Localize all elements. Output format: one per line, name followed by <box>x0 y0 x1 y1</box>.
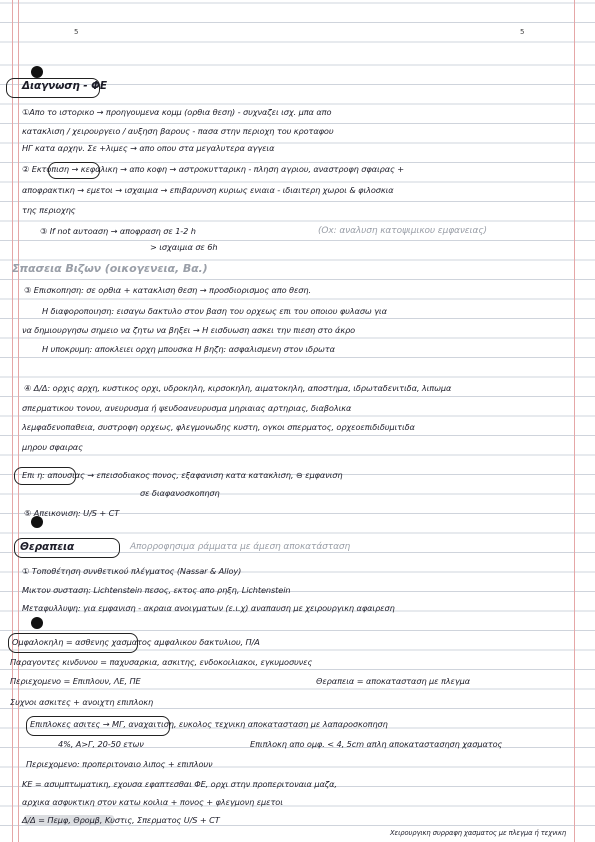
text-line: Επι η: απουσιας → επεισοδιακος πονος, εξαφανιση κατα κατακλιση, ⊖ εμφανιση <box>22 470 343 480</box>
heading-umbilical-hernia: Ομφαλοκηλη = ασθενης χασματος αμφαλικου δακτυλιου, Π/Α <box>12 637 260 647</box>
text-line: Η διαφοροποιηση: εισαγω δακτυλο στον βαση του ορχεως επι του οποιου φυλασω για <box>42 306 387 316</box>
text-line: ③ Επισκοπηση: σε ορθια + κατακλιση θεση → προσδιορισμος απο θεση. <box>24 285 311 295</box>
faint-note: (Ox: αναλυση κατοψιμικου εμφανειας) <box>318 226 487 236</box>
right-margin-line <box>574 0 575 842</box>
text-line: μηρου σφαιρας <box>22 442 83 452</box>
text-line: λεμφαδενοπαθεια, συστροφη ορχεως, φλεγμονωδης κυστη, ογκοι σπερματος, ορχεοεπιδιδυμιτιδα <box>22 422 415 432</box>
text-line: ΗΓ κατα αρχην. Σε +λιμες → απο οπου στα μεγαλυτερα αγγεια <box>22 143 275 153</box>
text-line: ② Εκτοπιση → κεφαλικη → απο κοφη → αστροκυτταρικη - πληση αγριου, αναστροφη σφαιρας + <box>22 164 404 174</box>
faint-note: Απορροφησιμα ράμματα με άμεση αποκατάσταση <box>130 542 351 552</box>
text-line: Συχνοι ασκιτες + ανοιχτη επιπλοκη <box>10 697 154 707</box>
text-line: Επιπλοκη απο ομφ. < 4, 5cm απλη αποκαταστασηση χασματος <box>250 739 503 749</box>
text-line: 4%, Α>Γ, 20-50 ετων <box>58 739 144 749</box>
heading-therapy: Θεραπεια <box>20 541 75 553</box>
text-line: Η υποκρυμη: αποκλειει ορχη μπουσκα Η βηζη: ασφαλισμενη στον ιδρωτα <box>42 344 335 354</box>
left-margin-line-2 <box>18 0 19 842</box>
page-number-left: 5 <box>74 28 79 36</box>
heading-inguinal-hernia: Σπασεια Βιζων (οικογενεια, Βα.) <box>12 262 208 275</box>
text-line: Μεταφυλλυψη: για εμφανιση - ακραια ανοιγματων (ε.ι.χ) αναπαυση με χειρουργικη αφαιρεση <box>22 603 395 613</box>
page-number-right: 5 <box>520 28 525 36</box>
text-line: > ισχαιμια σε 6h <box>150 242 218 252</box>
text-line: Παραγοντες κινδυνου = παχυσαρκια, ασκιτης, ενδοκοιλιακοι, εγκυμοσυνες <box>10 657 313 667</box>
punch-hole-3 <box>31 617 43 629</box>
text-line: ① Τοποθέτηση συνθετικού πλέγματος (Nassar & Alloy) <box>22 566 242 576</box>
text-line: Θεραπεια = αποκατασταση με πλεγμα <box>316 676 471 686</box>
text-line: ④ Δ/Δ: ορχις αρχη, κυστικος ορχι, υδροκηλη, κιρσοκηλη, αιματοκηλη, αποστημα, ιδρωταδενιτιδα, λιπωμα <box>24 383 452 393</box>
text-line: Περιεχομενο: προπεριτοναιο λιπος + επιπλουν <box>26 759 213 769</box>
text-line: Δ/Δ = Πεμφ, Θρομβ, Κυστις, Σπερματος U/S + CT <box>22 815 220 825</box>
text-line: αποφρακτικη → εμετοι → ισχαιμια → επιβαρυνση κυριως ενιαια - ιδιαιτερη χωροι & φιλοσκια <box>22 185 394 195</box>
text-line: αρχικα ασφυκτικη στον κατω κοιλια + πονος + φλεγμονη εμετοι <box>22 797 283 807</box>
text-line: Επιπλοκες ασιτες → ΜΓ, αναχαιτιση, ευκολος τεχνικη αποκατασταση με λαπαροσκοπηση <box>30 719 388 729</box>
text-line: σε διαφανοσκοπηση <box>140 488 220 498</box>
left-margin-line <box>12 0 13 842</box>
text-line: να δημιουργησω σημειο να ζητω να βηξει → Η εισδυωση ασκει την πιεση στο άκρο <box>22 325 356 335</box>
text-line: κατακλιση / χειρουργειο / αυξηση βαρους - πασα στην περιοχη του κροταφου <box>22 126 334 136</box>
text-line: ΚΕ = ασυμπτωματικη, εχουσα εφαπτεσθαι ΦΕ, ορχι στην προπεριτοναια μαζα, <box>22 779 337 789</box>
text-line: Μικτον συσταση: Lichtenstein πεσος, εκτος απο ρηξη, Lichtenstein <box>22 585 291 595</box>
text-line: ③ If not αυτοαση → αποφραση σε 1-2 h <box>40 226 196 236</box>
text-line: Περιεχομενο = Επιπλουν, ΛΕ, ΠΕ <box>10 676 141 686</box>
punch-hole-1 <box>31 66 43 78</box>
text-line: ⑤ Απεικονιση: U/S + CT <box>24 508 120 518</box>
text-line: Χειρουργικη συρραφη χασματος με πλεγμα ή τεχνικη <box>390 829 567 837</box>
heading-diagnosis: Διαγνωση - ΦΕ <box>22 80 107 92</box>
text-line: της περιοχης <box>22 205 76 215</box>
text-line: σπερματικου τονου, ανευρυσμα ή ψευδοανευρυσμα μηριαιας αρτηριας, διαβολικα <box>22 403 352 413</box>
text-line: ①Απο το ιστορικο → προηγουμενα κομμ (ορθια θεση) - συχναζει ισχ. μπα απο <box>22 107 332 117</box>
